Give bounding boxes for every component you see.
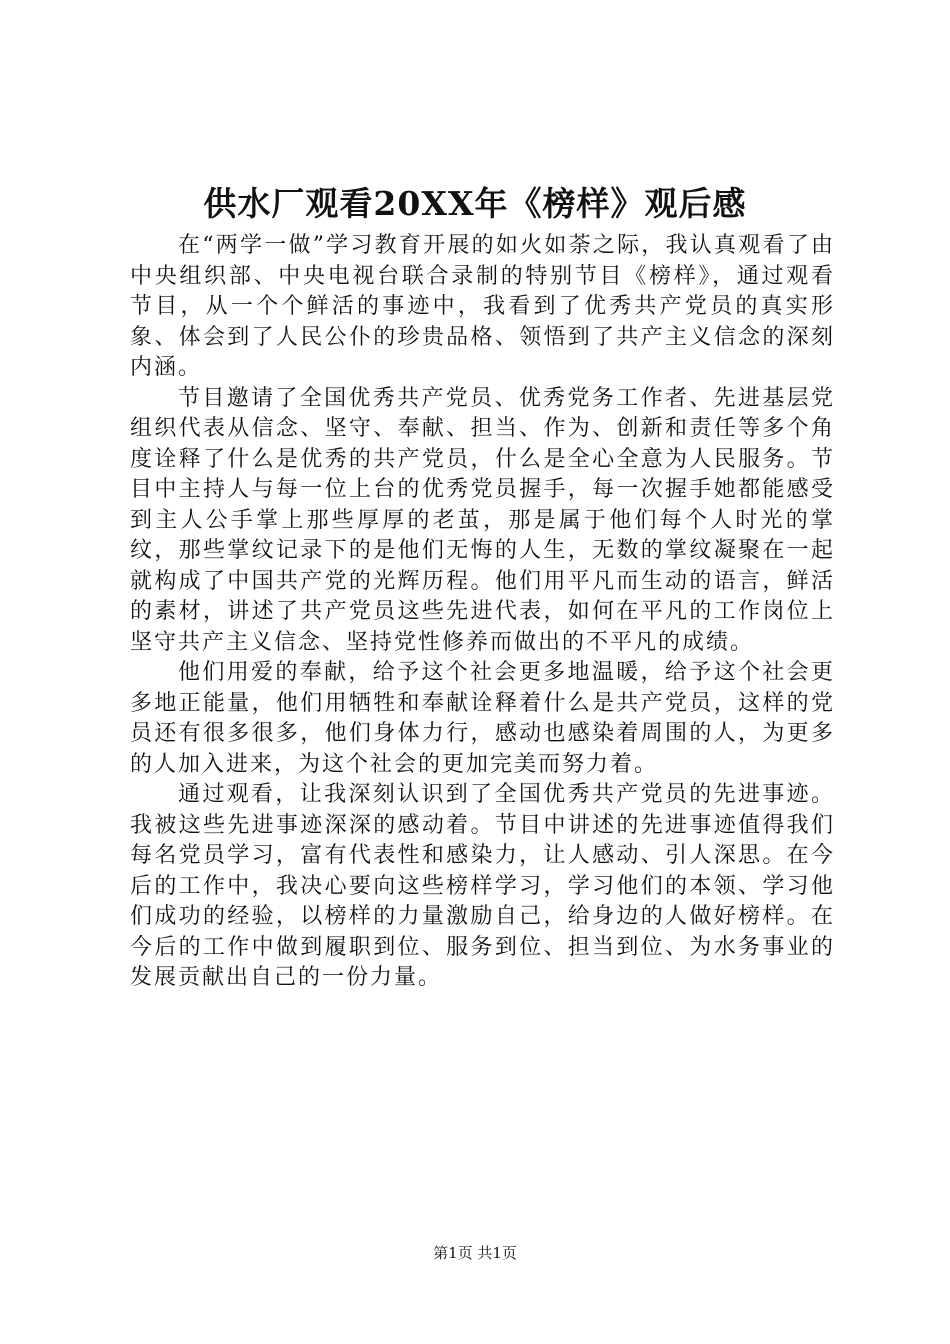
document-title: 供水厂观看20XX年《榜样》观后感 (203, 184, 747, 223)
paragraph-2: 节目邀请了全国优秀共产党员、优秀党务工作者、先进基层党组织代表从信念、坚守、奉献、担当、作为、创新和责任等多个角度诠释了什么是优秀的共产党员，什么是全心全意为人民服务。节目中主持人与每一位上台的优秀党员握手，每一次握手她都能感受到主人公手掌上那些厚厚的老茧，那是属于他们每个人时光的掌纹，那些掌纹记录下的是他们无悔的人生，无数的掌纹凝聚在一起就构成了中国共产党的光辉历程。他们用平凡而生动的语言，鲜活的素材，讲述了共产党员这些先进代表，如何在平凡的工作岗位上坚守共产主义信念、坚持党性修养而做出的不平凡的成绩。 (130, 385, 835, 655)
paragraph-1: 在“两学一做”学习教育开展的如火如荼之际，我认真观看了由中央组织部、中央电视台联合录制的特别节目《榜样》，通过观看节目，从一个个鲜活的事迹中，我看到了优秀共产党员的真实形象、体会到了人民公仆的珍贵品格、领悟到了共产主义信念的深刻内涵。 (130, 233, 835, 380)
paragraph-4: 通过观看，让我深刻认识到了全国优秀共产党员的先进事迹。我被这些先进事迹深深的感动着。节目中讲述的先进事迹值得我们每名党员学习，富有代表性和感染力，让人感动、引人深思。在今后的工作中，我决心要向这些榜样学习，学习他们的本领、学习他们成功的经验，以榜样的力量激励自己，给身边的人做好榜样。在今后的工作中做到履职到位、服务到位、担当到位、为水务事业的发展贡献出自己的一份力量。 (130, 782, 835, 990)
page-number-footer: 第1页 共1页 (433, 1244, 517, 1262)
document-body (130, 231, 835, 994)
paragraph-3: 他们用爱的奉献，给予这个社会更多地温暖，给予这个社会更多地正能量，他们用牺牲和奉献诠释着什么是共产党员，这样的党员还有很多很多，他们身体力行，感动也感染着周围的人，为更多的人加入进来，为这个社会的更加完美而努力着。 (130, 660, 835, 777)
